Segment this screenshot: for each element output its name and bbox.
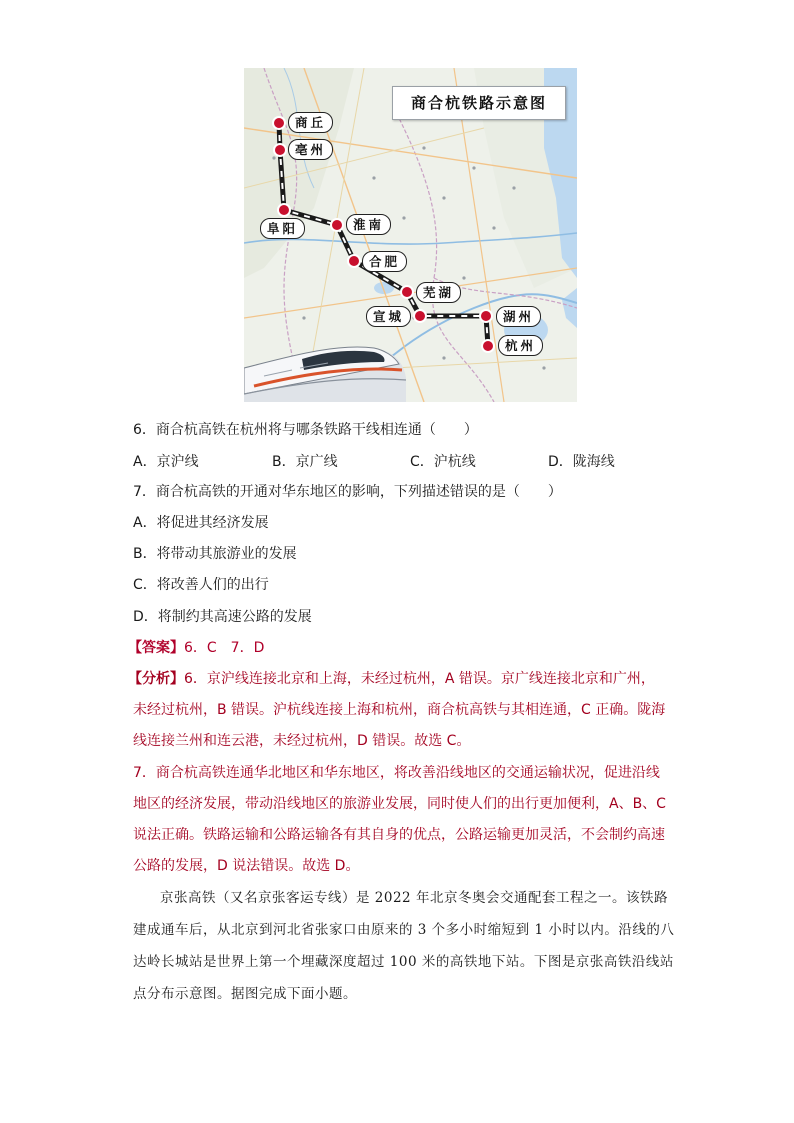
analysis-line-6: 说法正确。铁路运输和公路运输各有其自身的优点，公路运输更加灵活，不会制约高速 (133, 827, 665, 843)
analysis-line-2: 未经过杭州，B 错误。沪杭线连接上海和杭州，商合杭高铁与其相连通，C 正确。陇海 (133, 702, 666, 718)
station-label-hangzhou: 杭州 (498, 335, 543, 356)
question-6: 6．商合杭高铁在杭州将与哪条铁路干线相连通（ ） (133, 422, 478, 438)
station-label-bozhou: 亳州 (288, 139, 333, 160)
passage-line-4: 点分布示意图。据图完成下面小题。 (133, 986, 357, 1002)
q7-option-a: A．将促进其经济发展 (133, 515, 269, 531)
analysis-line-5: 地区的经济发展，带动沿线地区的旅游业发展，同时使人们的出行更加便利，A、B、C (133, 796, 666, 812)
passage-line-2: 建成通车后，从北京到河北省张家口由原来的 3 个多小时缩短到 1 小时以内。沿线的八 (133, 922, 675, 938)
question-6-options (133, 451, 653, 471)
railway-map (244, 68, 577, 402)
q6-option-b: B．京广线 (272, 454, 338, 470)
analysis-text-1: 6．京沪线连接北京和上海，未经过杭州，A 错误。京广线连接北京和广州， (184, 671, 655, 687)
q6-option-d: D．陇海线 (548, 454, 615, 470)
station-label-shangqiu: 商丘 (288, 112, 333, 133)
answer-tag: 【答案】 (128, 640, 184, 656)
q7-option-c: C．将改善人们的出行 (133, 577, 269, 593)
station-label-wuhu: 芜湖 (416, 282, 461, 303)
analysis-line-4: 7．商合杭高铁连通华北地区和华东地区，将改善沿线地区的交通运输状况，促进沿线 (133, 765, 660, 781)
map-title: 商合杭铁路示意图 (392, 86, 566, 120)
station-label-huzhou: 湖州 (496, 306, 541, 327)
q6-option-a: A．京沪线 (133, 454, 199, 470)
passage-line-1: 京张高铁（又名京张客运专线）是 2022 年北京冬奥会交通配套工程之一。该铁路 (160, 890, 668, 906)
analysis-tag: 【分析】 (128, 671, 184, 687)
analysis-line-1 (128, 669, 655, 689)
q6-option-c: C．沪杭线 (410, 454, 476, 470)
analysis-line-7: 公路的发展，D 说法错误。故选 D。 (133, 858, 360, 874)
q7-option-d: D．将制约其高速公路的发展 (133, 609, 312, 625)
analysis-line-3: 线连接兰州和连云港，未经过杭州，D 错误。故选 C。 (133, 733, 471, 749)
answer-text: 6．C 7．D (184, 640, 265, 656)
passage-line-3: 达岭长城站是世界上第一个埋藏深度超过 100 米的高铁地下站。下图是京张高铁沿线站 (133, 954, 674, 970)
q7-option-b: B．将带动其旅游业的发展 (133, 546, 297, 562)
station-label-hefei: 合肥 (362, 251, 407, 272)
question-7: 7．商合杭高铁的开通对华东地区的影响，下列描述错误的是（ ） (133, 484, 562, 500)
station-label-xuancheng: 宣城 (366, 306, 411, 327)
station-label-huainan: 淮南 (346, 214, 391, 235)
station-label-fuyang: 阜阳 (260, 218, 305, 239)
answer-line (128, 638, 264, 658)
